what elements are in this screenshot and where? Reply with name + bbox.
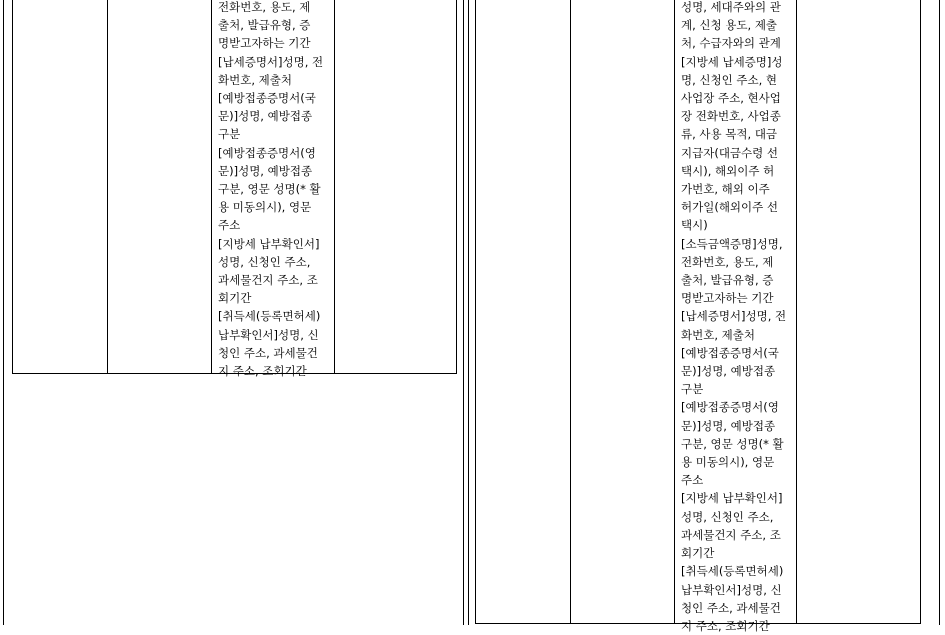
table-column-divider [674,0,675,624]
table-border-left [12,0,13,373]
left-page [3,0,464,625]
table-border-right [920,0,921,624]
table-border-left [475,0,476,624]
table-column-divider [570,0,571,624]
table-cell-required-items: 전화번호, 용도, 제 출처, 발급유형, 증 명받고자하는 기간 [납세증명서]성명, 전 화번호, 제출처 [예방접종증명서(국 문)]성명, 예방접종 구분 [예방접종증명서(영 문)]성명, 예방접종 구분, 영문 성명(* 활 용 미동의시), 영문 주소 [지방세 납부확인서] 성명, 신청인 주소, 과세물건지 주소, 조 회기간 [취득세(등록면허세) 납부확인서]성명, 신 청인 주소, 과세물건 지 주소, 조회기간 [218,0,324,379]
table-border-right [456,0,457,373]
right-page [468,0,940,633]
table-column-divider [107,0,108,373]
table-column-divider [796,0,797,624]
table-column-divider [211,0,212,373]
table-column-divider [334,0,335,373]
table-cell-required-items: 성명, 세대주와의 관 계, 신청 용도, 제출 처, 수급자와의 관계 [지방세 납세증명]성 명, 신청인 주소, 현 사업장 주소, 현사업 장 전화번호, 사업종 류, 사용 목적, 대금 지급자(대금수령 선 택시), 해외이주 허 가번호, 해외 이주 허가일(해외이주 선 택시) [소득금액증명]성명, 전화번호, 용도, 제 출처, 발급유형, 증 명받고자하는 기간 [납세증명서]성명, 전 화번호, 제출처 [예방접종증명서(국 문)]성명, 예방접종 구분 [예방접종증명서(영 문)]성명, 예방접종 구분, 영문 성명(* 활 용 미동의시), 영문 주소 [지방세 납부확인서] 성명, 신청인 주소, 과세물건지 주소, 조 회기간 [취득세(등록면허세) 납부확인서]성명, 신 청인 주소, 과세물건 지 주소, 조회기간 [681,0,787,633]
